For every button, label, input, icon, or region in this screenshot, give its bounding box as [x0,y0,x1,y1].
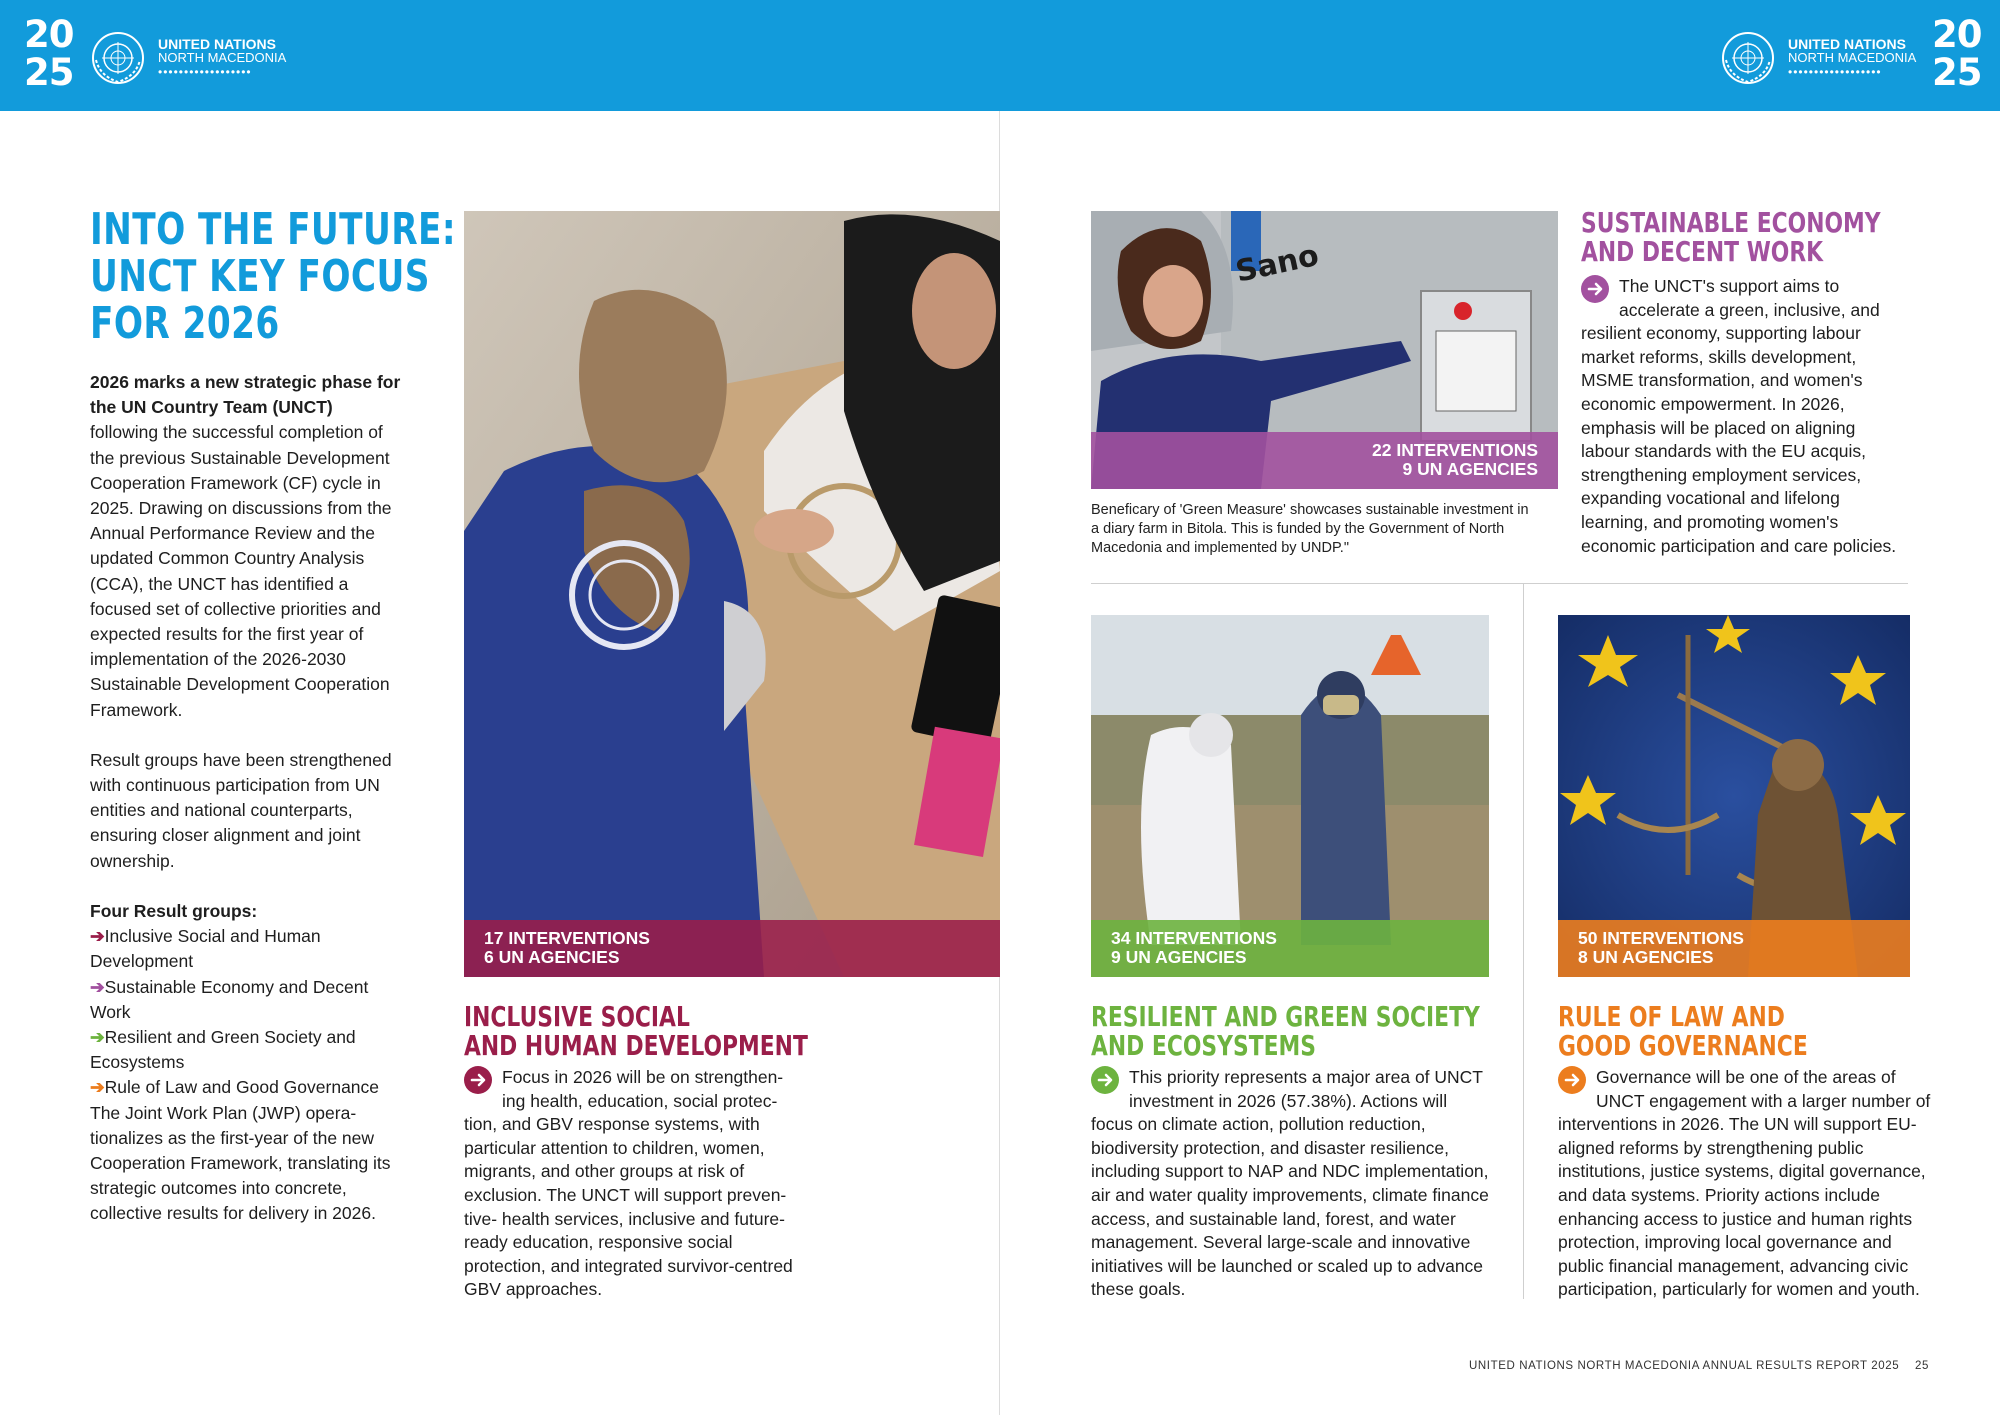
page-footer [1469,1360,1929,1372]
arrow-circle-icon [1091,1066,1119,1094]
result-group-item: ➔Inclusive Social and Human Development [90,926,321,972]
arrow-right-icon: ➔ [90,976,105,997]
intro-paragraph-2: Result groups have been strengthened with continuous participation from UN entities and national counterparts, ensuring closer alignment and joint ownership. [90,749,392,871]
title-line: FOR 2026 [90,298,280,349]
arrow-circle-icon [1558,1066,1586,1094]
interventions-count: 22 INTERVENTIONS [1372,440,1538,460]
org-name-line2: NORTH MACEDONIA [1788,50,1917,65]
interventions-count: 50 INTERVENTIONS [1578,928,1744,948]
section-text-rule: Governance will be one of the areas of UNCT engagement with a larger number of interventions in 2026. The UN will support EU-aligned reforms by strengthening public institutions, justice systems, digital governance, and data systems. Priority actions include enhancing access to justice and human rights protection, improving local governance and public financial management, advancing civic participation, particularly for women and youth. [1558,1067,1931,1300]
arrow-right-icon: ➔ [90,1027,105,1048]
top-banner [0,0,2000,111]
section-title-rule: RULE OF LAW AND GOOD GOVERNANCE [1558,1000,1808,1062]
intro-lead: 2026 marks a new strategic phase for the UN Country Team (UNCT) [90,372,401,418]
brand-label: Sano [1232,237,1322,290]
result-group-item: ➔Rule of Law and Good Governance [90,1077,380,1098]
horizontal-divider [1091,583,1908,584]
arrow-right-icon: ➔ [90,926,105,947]
rule-photo [1558,615,1910,977]
org-name-line1: UNITED NATIONS [158,36,276,52]
section-text-economy: The UNCT's support aims to accelerate a green, inclusive, and resilient economy, supporting labour market reforms, skills development, MSME transformation, and women's economic empowerment. In 2026, emphasis will be placed on aligning labour standards with the EU acquis, strengthening employment services, expanding vocational and lifelong learning, and promoting women's economic participation and care policies. [1581,276,1897,556]
groups-heading: Four Result groups: [90,901,258,921]
page-title [90,204,456,349]
intro-text [90,370,402,899]
year-bottom: 25 [24,51,74,94]
vertical-divider [1523,584,1524,1299]
page-number: 25 [1914,1360,1929,1372]
title-line: INTO THE FUTURE: [90,204,456,255]
un-emblem-icon [1720,30,1776,86]
footer-text: UNITED NATIONS NORTH MACEDONIA ANNUAL RESULTS REPORT 2025 [1469,1360,1900,1372]
stat-band-inclusive [464,920,1000,977]
section-title-inclusive: INCLUSIVE SOCIAL AND HUMAN DEVELOPMENT [464,1000,808,1062]
arrow-circle-icon [464,1066,492,1094]
result-group-item: ➔Resilient and Green Society and Ecosystems [90,1027,356,1073]
agencies-count: 9 UN AGENCIES [1402,459,1538,479]
un-logo-left [90,30,286,86]
section-title-resilient: RESILIENT AND GREEN SOCIETY AND ECOSYSTEMS [1091,1000,1480,1062]
jwp-text: The Joint Work Plan (JWP) opera- tionalizes as the first-year of the new Cooperation Framework, translating its strategic outcomes into concrete, collective results for delivery in 2026. [90,1102,391,1224]
agencies-count: 9 UN AGENCIES [1111,947,1247,967]
org-name-line1: UNITED NATIONS [1788,36,1906,52]
stat-band-resilient [1091,920,1489,977]
arrow-right-icon: ➔ [90,1077,105,1098]
arrow-circle-icon [1581,275,1609,303]
year-badge-left [24,13,74,94]
result-group-item: ➔Sustainable Economy and Decent Work [90,976,369,1022]
un-emblem-icon [90,30,146,86]
agencies-count: 6 UN AGENCIES [484,947,620,967]
org-name-line2: NORTH MACEDONIA [158,50,287,65]
interventions-count: 17 INTERVENTIONS [484,928,650,948]
intro-body: following the successful completion of the previous Sustainable Development Cooperation Framework (CF) cycle in 2025. Drawing on discussions from the Annual Performance Review and the updated Common Country Analysis (CCA), the UNCT has identified a focused set of collective priorities and expected results for the first year of implementation of the 2026-2030 Sustainable Development Cooperation Framework. [90,422,392,720]
agencies-count: 8 UN AGENCIES [1578,947,1714,967]
year-top: 20 [1932,13,1982,56]
stat-band-rule [1558,920,1910,977]
dots-decoration: •••••••••••••••••• [158,65,252,79]
result-groups [90,899,402,1227]
resilient-photo [1091,615,1489,977]
section-title-economy: SUSTAINABLE ECONOMY AND DECENT WORK [1581,206,1881,268]
year-bottom: 25 [1932,51,1982,94]
economy-photo [1091,211,1558,489]
inclusive-photo [464,211,1000,977]
un-logo-right [1720,30,1916,86]
year-badge-right [1932,13,1982,94]
iom-worker-photo [464,211,1000,977]
year-top: 20 [24,13,74,56]
section-text-inclusive: Focus in 2026 will be on strengthen- ing health, education, social protec- tion, and GBV response systems, with particular attention to children, women, migrants, and other groups at risk of exclusion. The UNCT will support preven- tive- health services, inclusive and future-ready education, responsive social protection, and integrated survivor-centred GBV approaches. [464,1067,793,1300]
interventions-count: 34 INTERVENTIONS [1111,928,1277,948]
photo-caption: Beneficary of 'Green Measure' showcases sustainable investment in a diary farm in Bitola. This is funded by the Government of North Macedonia and implemented by UNDP." [1091,502,1529,556]
dots-decoration: •••••••••••••••••• [1788,65,1882,79]
stat-band-economy [1091,432,1558,489]
title-line: UNCT KEY FOCUS [90,251,430,302]
section-text-resilient: This priority represents a major area of UNCT investment in 2026 (57.38%). Actions will focus on climate action, pollution reduction, biodiversity protection, and disaster resilience, including support to NAP and NDC implementation, air and water quality improvements, climate finance access, and sustainable land, forest, and water management. Several large-scale and innovative initiatives will be launched or scaled up to advance these goals. [1091,1067,1489,1300]
